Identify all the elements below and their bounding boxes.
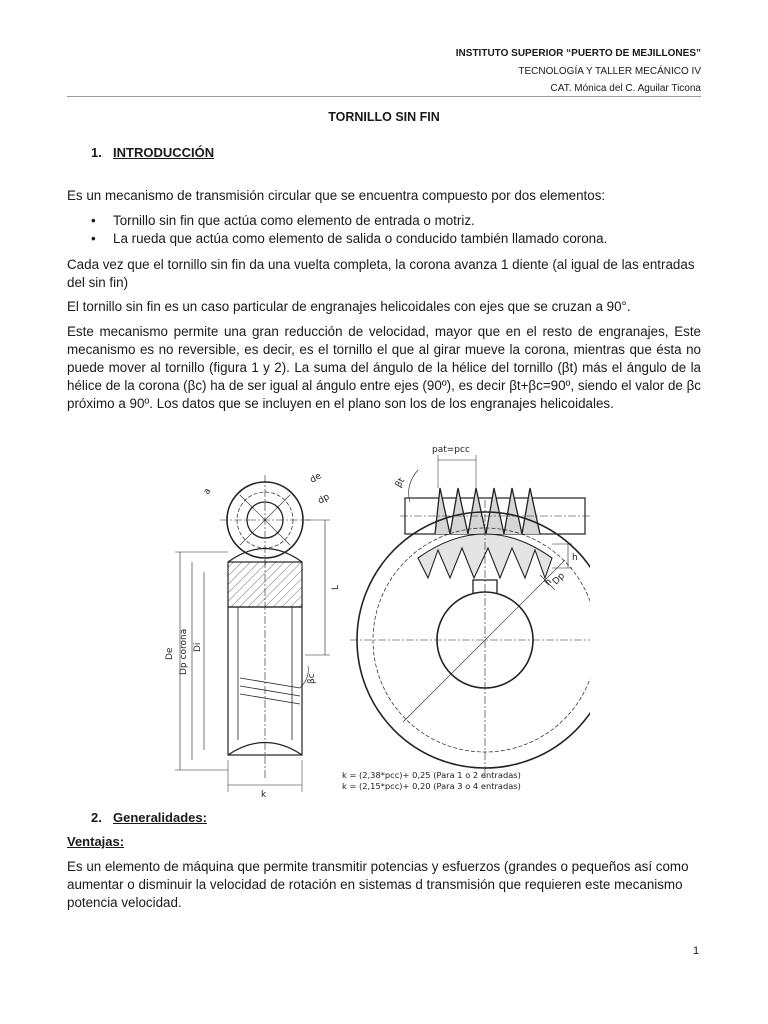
intro-paragraph: Es un mecanismo de transmisión circular que se encuentra compuesto por dos elementos: — [67, 188, 606, 203]
label-dp: dp — [316, 492, 332, 507]
label-beta-c: βc — [307, 673, 317, 684]
page-header — [456, 45, 701, 98]
label-De: De — [165, 647, 175, 660]
advantages-paragraph: Es un elemento de máquina que permite transmitir potencias y esfuerzos (grandes o pequeños así como aumentar o disminuir la velocidad de rotación en sistemas d transmisión que requieren este mecanismo potencia velocidad. — [67, 859, 689, 910]
paragraph-rotation: Cada vez que el tornillo sin fin da una vuelta completa, la corona avanza 1 diente (al igual de las entradas del sin fin) — [67, 257, 695, 290]
formula-3-4-entries: k = (2,15*pcc)+ 0,20 (Para 3 o 4 entradas) — [342, 780, 521, 791]
worm-thread — [435, 488, 540, 534]
advantages-heading: Ventajas: — [67, 834, 125, 849]
front-view — [350, 455, 590, 780]
label-k: k — [261, 790, 267, 800]
paragraph-mechanism: Este mecanismo permite una gran reducción de velocidad, mayor que en el resto de engranajes, Este mecanismo es no reversible, es decir, es el tornillo el que al girar mueve la corona, mientras que ésta no puede mover al tornillo (figura 1 y 2). La suma del ángulo de la hélice del tornillo (βt) más el ángulo de la hélice de la corona (βc) ha de ser igual al ángulo entre ejes (90º), es decir βt+βc=90º, siendo el valor de βc próximo a 90º. Los datos que se incluyen en el plano son los de los engranajes helicoidales. — [67, 324, 701, 411]
label-Di: Di — [193, 642, 203, 652]
section-1-title: INTRODUCCIÓN — [113, 145, 215, 160]
label-h1: h — [572, 553, 578, 563]
label-pat: pat=pcc — [432, 445, 470, 455]
label-Dp: Dp — [551, 571, 568, 588]
label-dp-corona: Dp corona — [179, 628, 189, 675]
section-2-number: 2. — [91, 810, 102, 825]
section-1-number: 1. — [91, 145, 102, 160]
section-2-title: Generalidades: — [113, 810, 207, 825]
document-title: TORNILLO SIN FIN — [328, 110, 440, 124]
formula-1-2-entries: k = (2,38*pcc)+ 0,25 (Para 1 o 2 entradas) — [342, 770, 521, 780]
author-name: CAT. Mónica del C. Aguilar Ticona — [550, 83, 701, 94]
paragraph-helical: El tornillo sin fin es un caso particular de engranajes helicoidales con ejes que se cruzan a 90°. — [67, 299, 631, 314]
elements-list — [91, 212, 701, 248]
label-h2: h — [543, 577, 555, 589]
worm-gear-drawing — [160, 440, 590, 802]
section-1-heading — [91, 145, 214, 160]
side-view — [175, 475, 330, 792]
label-de: de — [308, 471, 324, 486]
formulas — [342, 770, 521, 791]
list-item: • La rueda que actúa como elemento de salida o conducido también llamado corona. — [91, 230, 701, 248]
list-item: • Tornillo sin fin que actúa como elemento de entrada o motriz. — [91, 212, 701, 230]
section-2-heading — [91, 810, 207, 825]
course-name: TECNOLOGÍA Y TALLER MECÁNICO IV — [518, 65, 701, 77]
label-L: L — [331, 584, 341, 590]
institution-name: INSTITUTO SUPERIOR “PUERTO DE MEJILLONES” — [455, 48, 701, 59]
label-beta-t: βt — [393, 476, 408, 490]
page-number: 1 — [693, 945, 700, 957]
header-divider — [67, 96, 701, 97]
label-a: a — [201, 486, 214, 497]
